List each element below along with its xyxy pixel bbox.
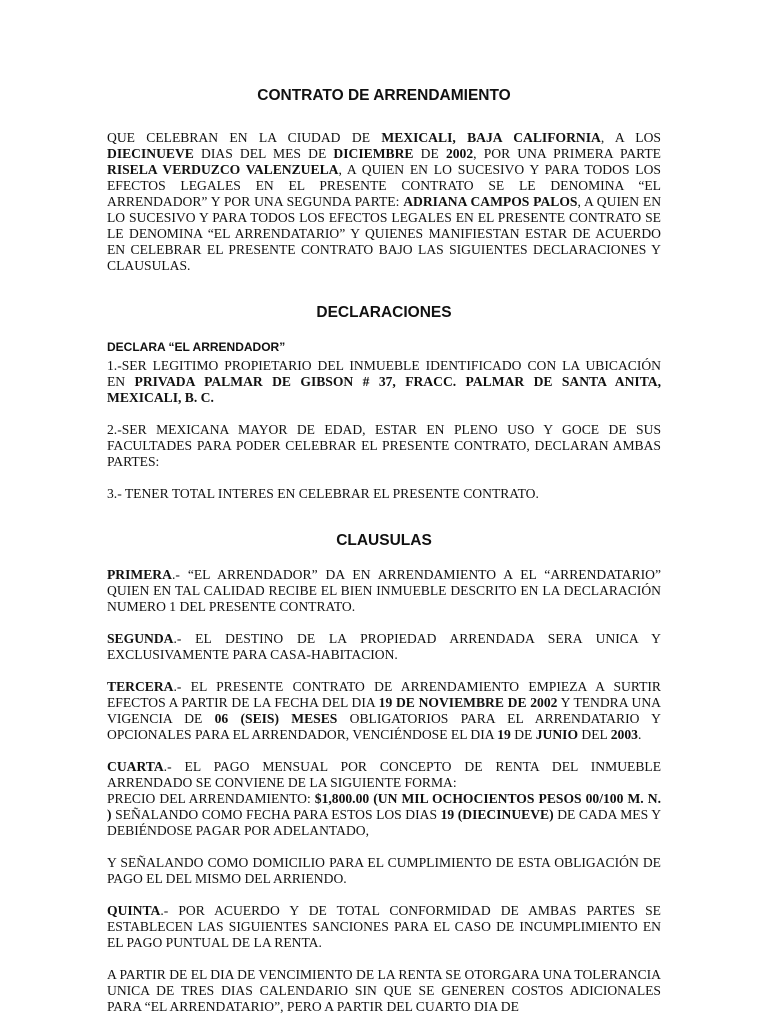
- clausula-tercera: [107, 679, 661, 743]
- bold-text-run: 19 (DIECINUEVE): [440, 807, 554, 822]
- text-run: .- EL DESTINO DE LA PROPIEDAD ARRENDADA SERA UNICA Y EXCLUSIVAMENTE PARA CASA-HABITACION.: [107, 631, 661, 662]
- clausula-quinta: [107, 903, 661, 951]
- text-run: DEL: [578, 727, 611, 742]
- text-run: .- “EL ARRENDADOR” DA EN ARRENDAMIENTO A EL “ARRENDATARIO” QUIEN EN TAL CALIDAD RECIBE EL BIEN INMUEBLE DESCRITO EN LA DECLARACIÓN NUMERO 1 DEL PRESENTE CONTRATO.: [107, 567, 661, 614]
- text-run: Y SEÑALANDO COMO DOMICILIO PARA EL CUMPLIMIENTO DE ESTA OBLIGACIÓN DE PAGO EL DEL MISMO DEL ARRIENDO.: [107, 855, 661, 886]
- clausula-quinta-tolerancia: [107, 967, 661, 1015]
- declaracion-2: [107, 422, 661, 470]
- document-title: CONTRATO DE ARRENDAMIENTO: [257, 87, 511, 104]
- bold-text-run: JUNIO: [535, 727, 579, 742]
- bold-text-run: $1,800.00 (UN MIL OCHOCIENTOS PESOS 00/100 M. N. ): [107, 791, 661, 822]
- text-run: DIAS DEL MES DE: [193, 146, 334, 161]
- text-run: 3.- TENER TOTAL INTERES EN CELEBRAR EL PRESENTE CONTRATO.: [107, 486, 539, 501]
- clausula-cuarta-precio: [107, 791, 661, 839]
- text-run: DE: [413, 146, 446, 161]
- bold-text-run: MEXICALI, BAJA CALIFORNIA: [381, 130, 601, 145]
- bold-text-run: DICIEMBRE: [333, 146, 414, 161]
- contract-body: [107, 86, 661, 1031]
- text-run: .: [637, 727, 642, 742]
- text-run: OBLIGATORIOS PARA EL ARRENDATARIO Y OPCIONALES PARA EL ARRENDADOR, VENCIÉNDOSE EL DIA: [107, 711, 661, 742]
- text-run: .- EL PAGO MENSUAL POR CONCEPTO DE RENTA DEL INMUEBLE ARRENDADO SE CONVIENE DE LA SIGUIENTE FORMA:: [107, 759, 661, 790]
- text-run: 2.-SER MEXICANA MAYOR DE EDAD, ESTAR EN PLENO USO Y GOCE DE SUS FACULTADES PARA PODER CELEBRAR EL PRESENTE CONTRATO, DECLARAN AMBAS PARTES:: [107, 422, 661, 469]
- clausula-cuarta: [107, 759, 661, 791]
- bold-text-run: 2002: [445, 146, 474, 161]
- text-run: , A QUIEN EN LO SUCESIVO Y PARA TODOS LOS EFECTOS LEGALES EN EL PRESENTE CONTRATO SE LE DENOMINA “EL ARRENDADOR” Y POR UNA SEGUNDA PARTE:: [107, 162, 661, 209]
- intro-paragraph: [107, 130, 661, 274]
- text-run: , POR UNA PRIMERA PARTE: [473, 146, 661, 161]
- bold-text-run: PRIMERA: [107, 567, 172, 582]
- text-run: , A LOS: [600, 130, 661, 145]
- clausula-primera: [107, 567, 661, 615]
- bold-text-run: ADRIANA CAMPOS PALOS: [403, 194, 578, 209]
- text-run: QUE CELEBRAN EN LA CIUDAD DE: [107, 130, 382, 145]
- text-run: 1.-SER LEGITIMO PROPIETARIO DEL INMUEBLE IDENTIFICADO CON LA UBICACIÓN EN: [107, 358, 661, 389]
- declara-arrendador-subheading: DECLARA “EL ARRENDADOR”: [107, 340, 286, 354]
- bold-text-run: TERCERA: [107, 679, 174, 694]
- bold-text-run: 06 (SEIS) MESES: [214, 711, 338, 726]
- bold-text-run: PRIVADA PALMAR DE GIBSON # 37, FRACC. PALMAR DE SANTA ANITA, MEXICALI, B. C.: [107, 374, 661, 405]
- declaraciones-heading: DECLARACIONES: [316, 304, 452, 321]
- text-run: SEÑALANDO COMO FECHA PARA ESTOS LOS DIAS: [111, 807, 441, 822]
- clausulas-heading: CLAUSULAS: [336, 532, 432, 549]
- clausula-cuarta-domicilio: [107, 855, 661, 887]
- bold-text-run: 2003: [610, 727, 638, 742]
- text-run: DE: [510, 727, 536, 742]
- bold-text-run: 19: [497, 727, 511, 742]
- bold-text-run: QUINTA: [107, 903, 161, 918]
- declaracion-1: [107, 358, 661, 406]
- text-run: .- POR ACUERDO Y DE TOTAL CONFORMIDAD DE AMBAS PARTES SE ESTABLECEN LAS SIGUIENTES SANCIONES PARA EL CASO DE INCUMPLIMIENTO EN EL PAGO PUNTUAL DE LA RENTA.: [107, 903, 661, 950]
- clausula-segunda: [107, 631, 661, 663]
- text-run: DE CADA MES Y DEBIÉNDOSE PAGAR POR ADELANTADO,: [107, 807, 662, 838]
- text-run: Y TENDRA UNA VIGENCIA DE: [107, 695, 661, 726]
- bold-text-run: CUARTA: [107, 759, 164, 774]
- text-run: PRECIO DEL ARRENDAMIENTO:: [107, 791, 315, 806]
- bold-text-run: 19 DE NOVIEMBRE DE 2002: [378, 695, 558, 710]
- text-run: A PARTIR DE EL DIA DE VENCIMIENTO DE LA RENTA SE OTORGARA UNA TOLERANCIA UNICA DE TRES DIAS CALENDARIO SIN QUE SE GENEREN COSTOS ADICIONALES PARA “EL ARRENDATARIO”, PERO A PARTIR DEL CUARTO DIA DE: [107, 967, 661, 1014]
- text-run: .- EL PRESENTE CONTRATO DE ARRENDAMIENTO EMPIEZA A SURTIR EFECTOS A PARTIR DE LA FECHA DEL DIA: [107, 679, 661, 710]
- bold-text-run: DIECINUEVE: [107, 146, 194, 161]
- bold-text-run: SEGUNDA: [107, 631, 174, 646]
- text-run: , A QUIEN EN LO SUCESIVO Y PARA TODOS LOS EFECTOS LEGALES EN EL PRESENTE CONTRATO SE LE DENOMINA “EL ARRENDATARIO” Y QUIENES MANIFIESTAN ESTAR DE ACUERDO EN CELEBRAR EL PRESENTE CONTRATO BAJO LAS SIGUIENTES DECLARACIONES Y CLAUSULAS.: [107, 194, 662, 273]
- bold-text-run: RISELA VERDUZCO VALENZUELA: [107, 162, 339, 177]
- declaracion-3: [107, 486, 661, 502]
